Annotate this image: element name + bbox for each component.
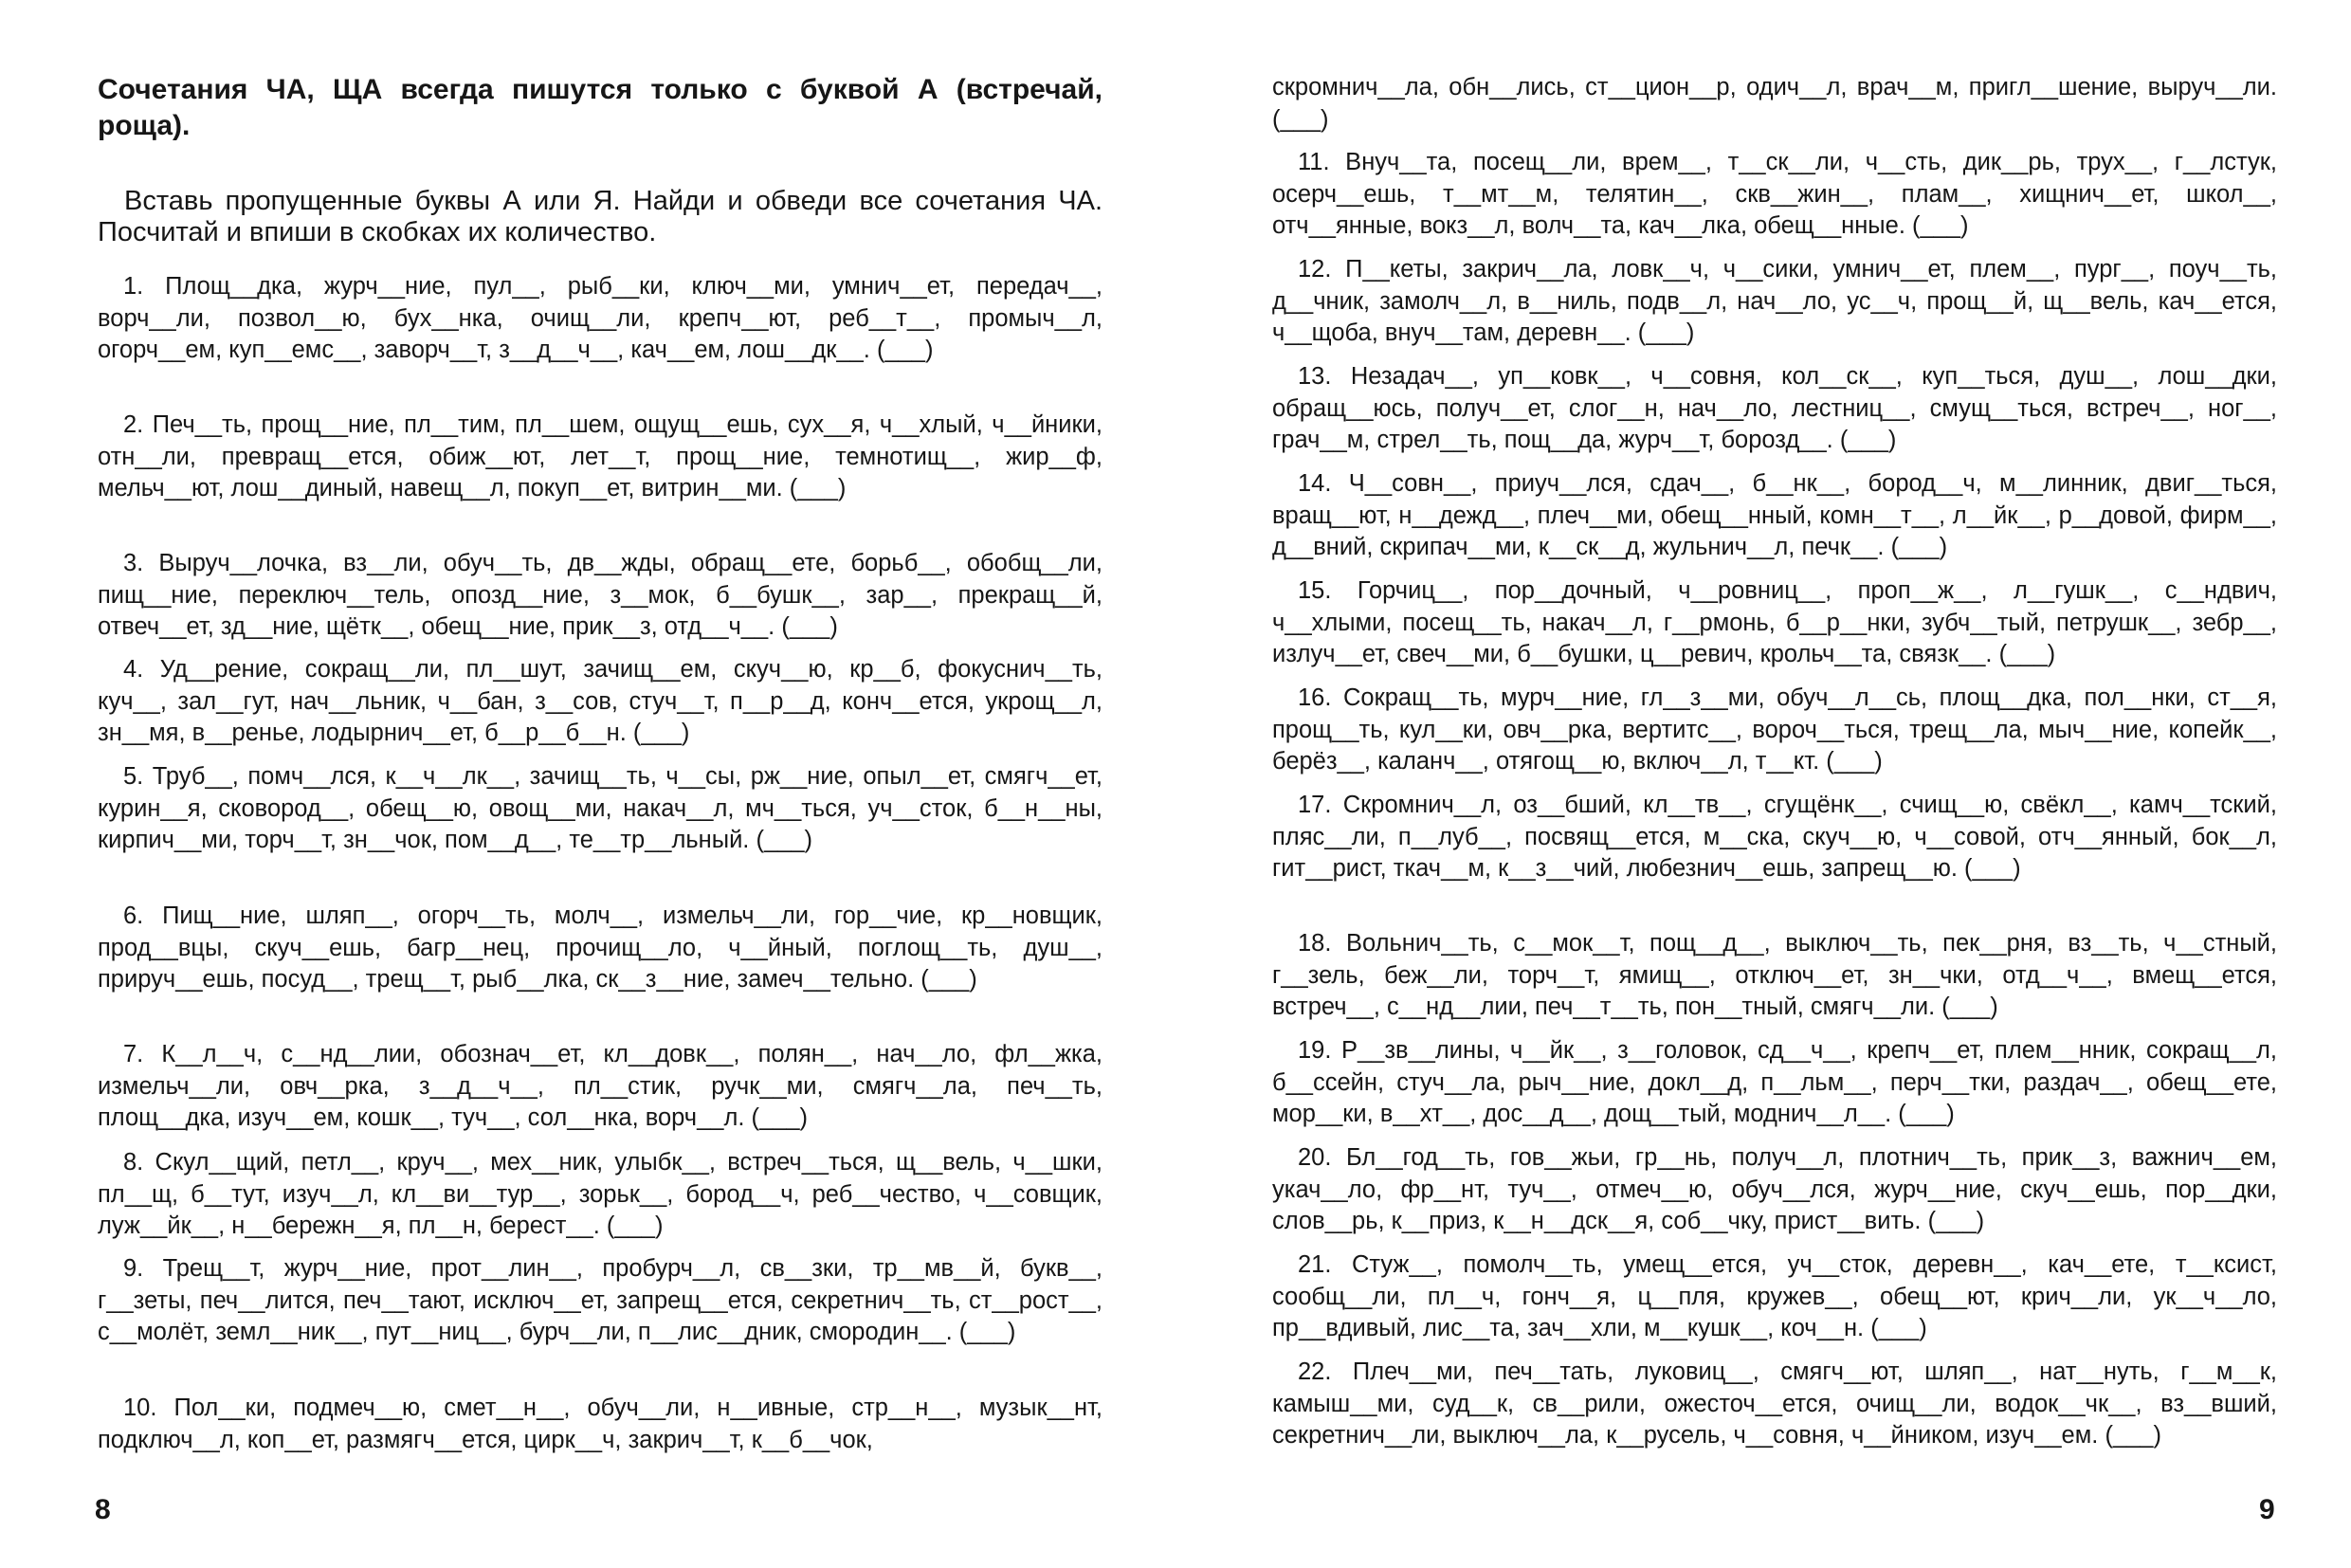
exercise-16: 16. Сокращ__ть, мурч__ние, гл__з__ми, обуч__л__сь, площ__дка, пол__нки, ст__я, прощ__ть, кул__ки, овч__рка, вертитс__, вороч__ться, трещ__ла, мыч__ние, копейк__, берёз__, каланч__, отягощ__ю, включ__л, т__кт. (___) (1272, 684, 2277, 775)
exercise-12: 12. П__кеты, закрич__ла, ловк__ч, ч__сики, умнич__ет, плем__, пург__, поуч__ть, д__чник, замолч__л, в__ниль, подв__л, нач__ло, ус__ч, прощ__й, щ__вель, кач__ется, ч__щоба, внуч__там, деревн__. (___) (1272, 256, 2277, 346)
exercise-11: 11. Внуч__та, посещ__ли, врем__, т__ск__ли, ч__сть, дик__рь, трух__, г__лстук, осерч__ешь, т__мт__м, телятин__, скв__жин__, плам__, хищнич__ет, школ__, отч__янные, вокз__л, волч__та, кач__лка, обещ__нные. (___) (1272, 149, 2277, 239)
exercise-18: 18. Вольнич__ть, с__мок__т, пощ__д__, выключ__ть, пек__рня, вз__ть, ч__стный, г__зель, беж__ли, торч__т, ямищ__, отключ__ет, зн__чки, отд__ч__, вмещ__ется, встреч__, с__нд__лии, печ__т__ть, пон__тный, смягч__ли. (___) (1272, 930, 2277, 1020)
page-number-left: 8 (95, 1494, 111, 1525)
spelling-rule: Сочетания ЧА, ЩА всегда пишутся только с буквой А (встречай, роща). (98, 74, 1103, 141)
exercise-10-continuation: скромнич__ла, обн__лись, ст__цион__р, одич__л, врач__м, пригл__шение, выруч__ли. (___) (1272, 74, 2277, 133)
exercise-14: 14. Ч__совн__, приуч__лся, сдач__, б__нк__, бород__ч, м__линник, двиг__ться, вращ__ют, н__дежд__, плеч__ми, обещ__нный, комн__т__, л__йк__, р__довой, фирм__, д__вний, скрипач__ми, к__ск__д, жульнич__л, печк__. (___) (1272, 470, 2277, 560)
exercise-15: 15. Горчиц__, пор__дочный, ч__ровниц__, проп__ж__, л__гушк__, с__ндвич, ч__хлыми, посещ__ть, накач__л, г__рмонь, б__р__нки, зубч__тый, петрушк__, зебр__, излуч__ет, свеч__ми, б__бушки, ц__ревич, крольч__та, связк__. (___) (1272, 577, 2277, 667)
exercise-1: 1. Площ__дка, журч__ние, пул__, рыб__ки, ключ__ми, умнич__ет, передач__, ворч__ли, позвол__ю, бух__нка, очищ__ли, крепч__ют, реб__т__, промыч__л, огорч__ем, куп__емс__, заворч__т, з__д__ч__, кач__ем, лош__дк__. (___) (98, 273, 1103, 363)
exercise-3: 3. Выруч__лочка, вз__ли, обуч__ть, дв__жды, обращ__ете, борьб__, обобщ__ли, пищ__ние, переключ__тель, опозд__ние, з__мок, б__бушк__, зар__, прекращ__й, отвеч__ет, зд__ние, щётк__, обещ__ние, прик__з, отд__ч__. (___) (98, 550, 1103, 640)
exercise-7: 7. К__л__ч, с__нд__лии, обознач__ет, кл__довк__, полян__, нач__ло, фл__жка, измельч__ли, овч__рка, з__д__ч__, пл__стик, ручк__ми, смягч__ла, печ__ть, площ__дка, изуч__ем, кошк__, туч__, сол__нка, ворч__л. (___) (98, 1041, 1103, 1131)
exercise-4: 4. Уд__рение, сокращ__ли, пл__шут, зачищ__ем, скуч__ю, кр__б, фокуснич__ть, куч__, зал__гут, нач__льник, ч__бан, з__сов, стуч__т, п__р__д, конч__ется, укрощ__л, зн__мя, в__ренье, лодырнич__ет, б__р__б__н. (___) (98, 656, 1103, 746)
exercise-8: 8. Скул__щий, петл__, круч__, мех__ник, улыбк__, встреч__ться, щ__вель, ч__шки, пл__щ, б__тут, изуч__л, кл__ви__тур__, зорьк__, бород__ч, реб__чество, ч__совщик, луж__йк__, н__бережн__я, пл__н, берест__. (___) (98, 1149, 1103, 1239)
exercise-19: 19. Р__зв__лины, ч__йк__, з__головок, сд__ч__, крепч__ет, плем__нник, сокращ__л, б__ссейн, стуч__ла, рыч__ние, докл__д, п__льм__, перч__тки, раздач__, обещ__ете, мор__ки, в__хт__, дос__д__, дощ__тый, моднич__л__. (___) (1272, 1037, 2277, 1127)
right-page (1176, 0, 2351, 1568)
exercise-6: 6. Пищ__ние, шляп__, огорч__ть, молч__, измельч__ли, гор__чие, кр__новщик, прод__вцы, скуч__ешь, багр__нец, прочищ__ло, ч__йный, поглощ__ть, душ__, прируч__ешь, посуд__, трещ__т, рыб__лка, ск__з__ние, замеч__тельно. (___) (98, 903, 1103, 993)
exercise-2: 2. Печ__ть, прощ__ние, пл__тим, пл__шем, ощущ__ешь, сух__я, ч__хлый, ч__йники, отн__ли, превращ__ется, обиж__ют, лет__т, прощ__ние, темнотищ__, жир__ф, мельч__ют, лош__диный, навещ__л, покуп__ет, витрин__ми. (___) (98, 411, 1103, 501)
exercise-5: 5. Труб__, помч__лся, к__ч__лк__, зачищ__ть, ч__сы, рж__ние, опыл__ет, смягч__ет, курин__я, сковород__, обещ__ю, овощ__ми, накач__л, мч__ться, уч__сток, б__н__ны, кирпич__ми, торч__т, зн__чок, пом__д__, те__тр__льный. (___) (98, 763, 1103, 853)
exercise-22: 22. Плеч__ми, печ__тать, луковиц__, смягч__ют, шляп__, нат__нуть, г__м__к, камыш__ми, суд__к, св__рили, ожесточ__ется, очищ__ли, водок__чк__, вз__вший, секретнич__ли, выключ__ла, к__русель, ч__совня, ч__йником, изуч__ем. (___) (1272, 1358, 2277, 1449)
exercise-21: 21. Стуж__, помолч__ть, умещ__ется, уч__сток, деревн__, кач__ете, т__ксист, сообщ__ли, пл__ч, гонч__я, ц__пля, кружев__, обещ__ют, крич__ли, ук__ч__ло, пр__вдивый, лис__та, зач__хли, м__кушк__, коч__н. (___) (1272, 1251, 2277, 1341)
exercise-13: 13. Незадач__, уп__ковк__, ч__совня, кол__ск__, куп__ться, душ__, лош__дки, обращ__юсь, получ__ет, слог__н, нач__ло, лестниц__, смущ__ться, встреч__, ног__, грач__м, стрел__ть, пощ__да, журч__т, борозд__. (___) (1272, 363, 2277, 453)
page-number-right: 9 (2259, 1494, 2275, 1525)
exercise-instruction: Вставь пропущенные буквы А или Я. Найди и обведи все сочетания ЧА. Посчитай и впиши в скобках их количество. (98, 186, 1103, 247)
exercise-10: 10. Пол__ки, подмеч__ю, смет__н__, обуч__ли, н__ивные, стр__н__, музык__нт, подключ__л, коп__ет, размягч__ется, цирк__ч, закрич__т, к__б__чок, (98, 1395, 1103, 1453)
exercise-9: 9. Трещ__т, журч__ние, прот__лин__, пробурч__л, св__зки, тр__мв__й, букв__, г__зеты, печ__лится, печ__тают, исключ__ет, запрещ__ется, секретнич__ть, ст__рост__, с__молёт, земл__ник__, пут__ниц__, бурч__ли, п__лис__дник, смородин__. (___) (98, 1255, 1103, 1345)
exercise-20: 20. Бл__год__ть, гов__жьи, гр__нь, получ__л, плотнич__ть, прик__з, важнич__ем, укач__ло, фр__нт, туч__, отмеч__ю, обуч__лся, журч__ние, скуч__ешь, пор__дки, слов__рь, к__приз, к__н__дск__я, соб__чку, прист__вить. (___) (1272, 1144, 2277, 1234)
exercise-17: 17. Скромнич__л, оз__бший, кл__тв__, сгущёнк__, счищ__ю, свёкл__, камч__тский, пляс__ли, п__луб__, посвящ__ется, м__ска, скуч__ю, ч__совой, отч__янный, бок__л, гит__рист, ткач__м, к__з__чий, любезнич__ешь, запрещ__ю. (___) (1272, 792, 2277, 882)
